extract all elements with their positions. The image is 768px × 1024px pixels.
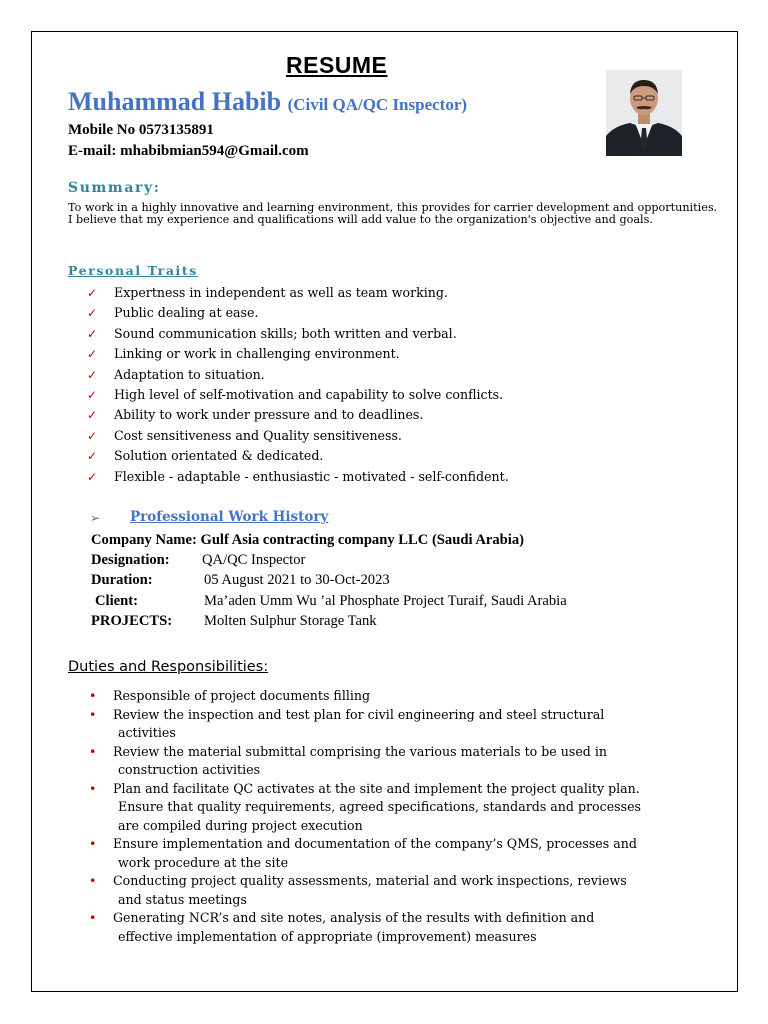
trait-text: Solution orientated & dedicated. (114, 448, 324, 464)
list-item (87, 324, 509, 344)
trait-text: High level of self-motivation and capability to solve conflicts. (114, 386, 504, 402)
duty-line: Plan and facilitate QC activates at the site and implement the project quality plan. (113, 780, 640, 796)
candidate-role: (Civil QA/QC Inspector) (287, 95, 468, 114)
check-mark-icon: ✓ (87, 449, 98, 464)
trait-text: Expertness in independent as well as team working. (114, 285, 448, 300)
list-item (89, 872, 719, 909)
duties-list (89, 687, 719, 946)
list-item (89, 835, 719, 872)
check-mark-icon: ✓ (87, 347, 98, 362)
trait-text: Cost sensitiveness and Quality sensitiveness. (114, 427, 402, 443)
round-bullet-icon: • (89, 780, 97, 796)
list-item (87, 426, 509, 446)
round-bullet-icon: • (89, 910, 97, 925)
duty-line-continued: effective implementation of appropriate (improvement) measures (118, 928, 537, 944)
check-mark-icon: ✓ (87, 387, 98, 402)
trait-text: Public dealing at ease. (114, 305, 259, 321)
check-mark-icon: ✓ (87, 428, 98, 443)
personal-traits-list (87, 283, 509, 487)
duty-line-continued: are compiled during project execution (118, 817, 363, 833)
check-mark-icon: ✓ (87, 367, 98, 382)
company-label-text: Company Name (91, 532, 192, 548)
round-bullet-icon: • (89, 706, 97, 722)
check-mark-icon: ✓ (87, 286, 98, 300)
list-item (87, 467, 509, 487)
duty-line-continued: activities (118, 725, 176, 740)
duty-line-continued: work procedure at the site (118, 854, 289, 870)
list-item (87, 365, 509, 385)
duty-line: Generating NCR’s and site notes, analysis of the results with definition and (113, 910, 595, 925)
duration-label: Duration: (91, 572, 153, 588)
work-history-heading: Professional Work History (130, 509, 329, 525)
summary-text: To work in a highly innovative and learning environment, this provides for carrier development and opportunities. I believe that my experience and qualifications will add value to the organization's objective and goals. (68, 201, 718, 227)
email-address: E-mail: mhabibmian594@Gmail.com (68, 143, 309, 159)
mobile-number: Mobile No 0573135891 (68, 122, 214, 138)
list-item (89, 706, 719, 743)
personal-traits-heading: Personal Traits (68, 263, 198, 278)
duties-heading: Duties and Responsibilities: (68, 659, 269, 675)
list-item (89, 780, 719, 836)
round-bullet-icon: • (89, 688, 97, 703)
designation-label-text: Designation (91, 552, 165, 568)
round-bullet-icon: • (89, 743, 97, 759)
trait-text: Sound communication skills; both written and verbal. (114, 325, 457, 341)
list-item (87, 283, 509, 303)
list-item (87, 405, 509, 425)
check-mark-icon: ✓ (87, 326, 98, 341)
round-bullet-icon: • (89, 873, 97, 888)
page-title: RESUME (286, 52, 388, 78)
duty-line: Ensure implementation and documentation of the company’s QMS, processes and (113, 836, 637, 851)
list-item (87, 303, 509, 323)
candidate-name (68, 87, 467, 117)
duty-line: Review the inspection and test plan for civil engineering and steel structural (113, 706, 605, 722)
list-item (87, 446, 509, 466)
resume-page (31, 31, 738, 992)
client-label: Client: (95, 593, 138, 609)
designation-value: QA/QC Inspector (202, 552, 306, 568)
projects-label: PROJECTS: (91, 613, 173, 629)
candidate-name-text: Muhammad Habib (68, 87, 282, 116)
company-label (91, 532, 524, 549)
summary-heading: Summary: (68, 180, 161, 196)
list-item (87, 385, 509, 405)
round-bullet-icon: • (89, 836, 97, 851)
duty-line-continued: Ensure that quality requirements, agreed specifications, standards and processes (118, 799, 641, 814)
list-item (89, 687, 719, 706)
duty-line-continued: construction activities (118, 762, 261, 777)
duty-line: Responsible of project documents filling (113, 688, 371, 703)
duty-line-continued: and status meetings (118, 891, 247, 907)
arrowhead-bullet-icon: ➢ (90, 511, 101, 525)
projects-value: Molten Sulphur Storage Tank (204, 613, 377, 629)
duty-line: Conducting project quality assessments, material and work inspections, reviews (113, 873, 627, 888)
duty-line: Review the material submittal comprising the various materials to be used in (113, 743, 607, 759)
list-item (89, 743, 719, 780)
list-item (87, 344, 509, 364)
client-value: Ma’aden Umm Wu ’al Phosphate Project Turaif, Saudi Arabia (204, 593, 567, 609)
check-mark-icon: ✓ (87, 408, 98, 423)
trait-text: Ability to work under pressure and to deadlines. (114, 407, 424, 423)
company-value: : Gulf Asia contracting company LLC (Saudi Arabia) (191, 532, 524, 548)
trait-text: Flexible - adaptable - enthusiastic - motivated - self-confident. (114, 468, 509, 484)
duration-value: 05 August 2021 to 30-Oct-2023 (204, 572, 390, 588)
profile-photo (606, 70, 682, 156)
list-item (89, 909, 719, 946)
check-mark-icon: ✓ (87, 306, 98, 321)
trait-text: Adaptation to situation. (114, 366, 265, 382)
designation-label: Designation: (91, 552, 170, 568)
check-mark-icon: ✓ (87, 469, 98, 484)
trait-text: Linking or work in challenging environment. (114, 346, 400, 362)
